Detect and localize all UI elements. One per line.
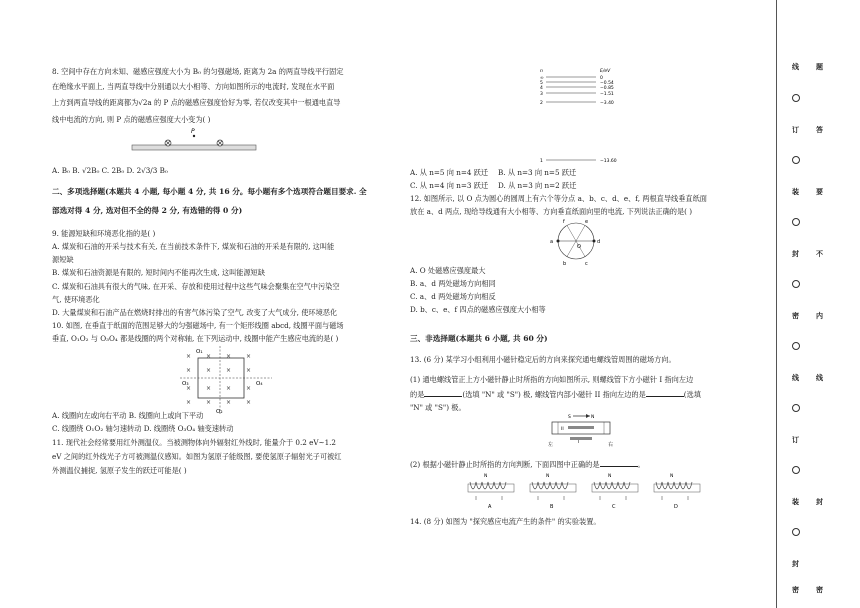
- q13-part1-line3: "N" 或 "S") 极。: [410, 403, 466, 412]
- margin-char-2: 订: [792, 125, 799, 134]
- q12-option-a: A. O 处磁感应强度最大: [410, 266, 486, 275]
- q12-option-d: D. b、c、e、f 四点的磁感应强度大小相等: [410, 305, 546, 314]
- svg-text:×: ×: [186, 385, 192, 392]
- section2-heading-line1: 二、多项选择题(本题共 4 小题, 每小题 4 分, 共 16 分。每小题有多个选项符合题目要求. 全: [52, 187, 367, 196]
- margin-char-5: 密: [792, 311, 799, 320]
- q8-options: A. B₀ B. √2B₀ C. 2B₀ D. 2√3/3 B₀: [52, 166, 168, 175]
- margin-char-10: 密: [792, 585, 799, 594]
- svg-text:N: N: [591, 415, 595, 420]
- q10-options-ab: A. 线圈向左或向右平动 B. 线圈向上或向下平动: [52, 411, 204, 420]
- svg-text:2: 2: [540, 101, 543, 106]
- margin-char-7: 订: [792, 435, 799, 444]
- q12-line2: 放在 a、d 两点, 现给导线通有大小相等、方向垂直纸面向里的电流, 下列说法正确的是( ): [410, 207, 693, 216]
- q8-point-p: P: [191, 128, 195, 135]
- svg-text:×: ×: [186, 367, 192, 374]
- q9-option-a2: 源短缺: [52, 255, 74, 264]
- energy-level-diagram: [538, 66, 618, 166]
- svg-text:×: ×: [226, 399, 232, 406]
- svg-text:3: 3: [540, 92, 543, 97]
- q13-blank-2[interactable]: [646, 389, 684, 397]
- q10-options-cd: C. 线圈绕 O₁O₂ 轴匀速转动 D. 线圈绕 O₃O₄ 轴变速转动: [52, 424, 234, 433]
- svg-text:×: ×: [246, 385, 252, 392]
- margin-inner-1: 题: [816, 62, 823, 71]
- margin-char-1: 线: [792, 62, 799, 71]
- coil-option-d: [654, 473, 700, 510]
- coil-option-b: [530, 473, 576, 510]
- svg-text:×: ×: [246, 399, 252, 406]
- svg-text:D: D: [674, 504, 678, 510]
- margin-char-8: 装: [792, 497, 799, 506]
- q8-wire-figure: [130, 125, 260, 155]
- q11-line1: 11. 现代社会经常要用红外测温仪。当被测物体向外辐射红外线时, 能量介于 0.2 eV~1.2: [52, 438, 336, 447]
- q14-stem: 14. (8 分) 如图为 "探究感应电流产生的条件" 的实验装置。: [410, 517, 601, 526]
- svg-text:×: ×: [206, 399, 212, 406]
- q10-label-o1: O₁: [196, 349, 203, 355]
- svg-text:×: ×: [186, 353, 192, 360]
- q11-option-c: C. 从 n=4 向 n=3 跃迁: [410, 181, 489, 190]
- energy-n-axis: n: [540, 69, 543, 74]
- q12-point-a: a: [550, 239, 554, 245]
- q13-four-coils-figure: [462, 472, 712, 510]
- q11-option-a: A. 从 n=5 向 n=4 跃迁: [410, 168, 489, 177]
- q12-line1: 12. 如图所示, 以 O 点为圆心的圆周上有六个等分点 a、b、c、d、e、f, 两根直导线垂直纸面: [410, 194, 707, 203]
- margin-circle-8: [792, 528, 800, 536]
- svg-text:N: N: [546, 474, 550, 479]
- margin-circle-1: [792, 94, 800, 102]
- svg-text:∞: ∞: [540, 76, 544, 81]
- binding-margin-line: [776, 0, 777, 608]
- q8-line4: 线中电流的方向, 则 P 点的磁感应强度大小变为( ): [52, 115, 211, 124]
- svg-text:−0.85: −0.85: [600, 86, 614, 91]
- q13-part2: (2) 根据小磁针静止时所指的方向判断, 下面四图中正确的是 。: [410, 460, 645, 469]
- svg-text:−1.51: −1.51: [600, 92, 614, 97]
- q11-option-b: B. 从 n=3 向 n=5 跃迁: [498, 168, 577, 177]
- q12-point-o: O: [577, 244, 581, 250]
- q12-option-c: C. a、d 两处磁场方向相反: [410, 292, 496, 301]
- q9-option-c1: C. 煤炭和石油具有很大的气味, 在开采、存放和使用过程中这些气味会聚集在空气中污染空: [52, 282, 340, 291]
- svg-text:×: ×: [206, 367, 212, 374]
- q11-line2: eV 之间的红外线光子方可被测温仪感知。如图为氢原子能级图, 要使氢原子辐射光子可被红: [52, 452, 342, 461]
- q13-needle-i-label: I: [578, 440, 580, 445]
- q13-needle-ii-label: II: [561, 427, 564, 432]
- margin-inner-7: 封: [816, 497, 823, 506]
- q10-label-o2: O₂: [216, 409, 223, 415]
- energy-level-4: [540, 85, 614, 91]
- q8-line2: 在绝缘水平面上, 当两直导线中分别通以大小相等、方向如图所示的电流时, 发现在水平面: [52, 82, 335, 91]
- svg-text:×: ×: [186, 399, 192, 406]
- svg-text:×: ×: [226, 353, 232, 360]
- margin-circle-2: [792, 156, 800, 164]
- q11-line3: 外测温仪捕捉, 氢原子发生的跃迁可能是( ): [52, 466, 187, 475]
- margin-inner-5: 内: [816, 311, 823, 320]
- q12-circle-figure: [544, 218, 608, 266]
- q12-point-f: f: [563, 219, 565, 225]
- q10-line1: 10. 如图, 在垂直于纸面的范围足够大的匀强磁场中, 有一个矩形线圈 abcd, 线圈平面与磁场: [52, 321, 344, 330]
- margin-char-3: 装: [792, 187, 799, 196]
- section2-heading-line2: 部选对得 4 分, 选对但不全的得 2 分, 有选错的得 0 分): [52, 206, 243, 215]
- q10-label-o3: O₃: [182, 381, 189, 387]
- q9-option-c2: 气, 使环境恶化: [52, 295, 100, 304]
- q8-line3: 上方到两直导线的距离都为√2a 的 P 点的磁感应强度恰好为零, 若仅改变其中一根通电直导: [52, 98, 341, 107]
- energy-level-1: [540, 158, 617, 164]
- energy-level-inf: [540, 75, 603, 81]
- q11-option-d: D. 从 n=3 向 n=2 跃迁: [498, 181, 577, 190]
- svg-text:1: 1: [540, 159, 543, 164]
- svg-text:×: ×: [246, 353, 252, 360]
- margin-inner-4: 不: [816, 249, 823, 258]
- margin-char-4: 封: [792, 249, 799, 258]
- svg-text:A: A: [488, 504, 492, 510]
- margin-inner-8: 密: [816, 585, 823, 594]
- q13-right-label: 右: [608, 442, 614, 448]
- q12-point-d: d: [597, 239, 601, 245]
- margin-char-9: 封: [792, 559, 799, 568]
- energy-level-3: [540, 91, 614, 97]
- margin-inner-2: 答: [816, 125, 823, 134]
- svg-text:4: 4: [540, 86, 543, 91]
- svg-text:×: ×: [206, 353, 212, 360]
- q10-label-o4: O₄: [256, 381, 263, 387]
- q12-point-b: b: [563, 261, 567, 267]
- q8-line1: 8. 空间中存在方向未知、磁感应强度大小为 B₀ 的匀强磁场, 距离为 2a 的两直导线平行固定: [52, 67, 344, 76]
- margin-circle-3: [792, 218, 800, 226]
- svg-text:−13.60: −13.60: [600, 159, 617, 164]
- margin-circle-4: [792, 280, 800, 288]
- q10-coil-figure: [180, 346, 280, 414]
- q9-stem: 9. 能源短缺和环境恶化指的是( ): [52, 229, 156, 238]
- svg-text:×: ×: [226, 367, 232, 374]
- svg-text:5: 5: [540, 81, 543, 86]
- q13-solenoid-figure: [548, 410, 616, 448]
- svg-text:×: ×: [226, 385, 232, 392]
- svg-text:N: N: [484, 474, 488, 479]
- svg-text:N: N: [670, 474, 674, 479]
- q10-line2: 垂直, O₁O₂ 与 O₃O₄ 都是线圈的两个对称轴, 在下列运动中, 线圈中能产生感应电流的是( ): [52, 334, 339, 343]
- coil-option-c: [592, 473, 638, 510]
- energy-level-2: [540, 100, 614, 106]
- coil-option-a: [468, 473, 514, 510]
- margin-char-6: 线: [792, 373, 799, 382]
- q13-stem: 13. (6 分) 某学习小组利用小磁针稳定后的方向来探究通电螺线管周围的磁场方向。: [410, 355, 676, 364]
- margin-circle-7: [792, 466, 800, 474]
- q12-point-e: e: [585, 219, 589, 225]
- margin-inner-3: 要: [816, 187, 823, 196]
- svg-text:S: S: [568, 415, 571, 420]
- margin-inner-6: 线: [816, 373, 823, 382]
- q13-part1-line2: 的是 (选填 "N" 或 "S") 极, 螺线管内部小磁针 II 指向左边的是 (选填: [410, 390, 701, 399]
- q9-option-b: B. 煤炭和石油资源是有限的, 短时间内不能再次生成, 这叫能源短缺: [52, 268, 266, 277]
- q13-part1-line1: (1) 通电螺线管正上方小磁针静止时所指的方向如图所示, 则螺线管下方小磁针 I 指向左边: [410, 375, 694, 384]
- svg-text:N: N: [608, 474, 612, 479]
- margin-circle-5: [792, 342, 800, 350]
- svg-text:×: ×: [206, 385, 212, 392]
- energy-e-axis: E/eV: [600, 69, 611, 74]
- margin-circle-6: [792, 404, 800, 412]
- svg-text:C: C: [612, 504, 616, 510]
- svg-text:−3.40: −3.40: [600, 101, 614, 106]
- q9-option-a1: A. 煤炭和石油的开采与技术有关, 在当前技术条件下, 煤炭和石油的开采是有限的, 这叫能: [52, 242, 335, 251]
- svg-text:×: ×: [246, 367, 252, 374]
- q12-point-c: c: [585, 261, 588, 267]
- section3-heading: 三、非选择题(本题共 6 小题, 共 60 分): [410, 334, 548, 343]
- svg-text:−0.54: −0.54: [600, 81, 614, 86]
- q13-blank-1[interactable]: [424, 389, 462, 397]
- q13-left-label: 左: [548, 442, 554, 448]
- q9-option-d: D. 大量煤炭和石油产品在燃烧时排出的有害气体污染了空气, 改变了大气成分, 使环境恶化: [52, 308, 338, 317]
- q12-option-b: B. a、d 两处磁场方向相同: [410, 279, 496, 288]
- svg-text:B: B: [550, 504, 554, 510]
- svg-text:0: 0: [600, 76, 603, 81]
- q13-blank-3[interactable]: [600, 459, 638, 467]
